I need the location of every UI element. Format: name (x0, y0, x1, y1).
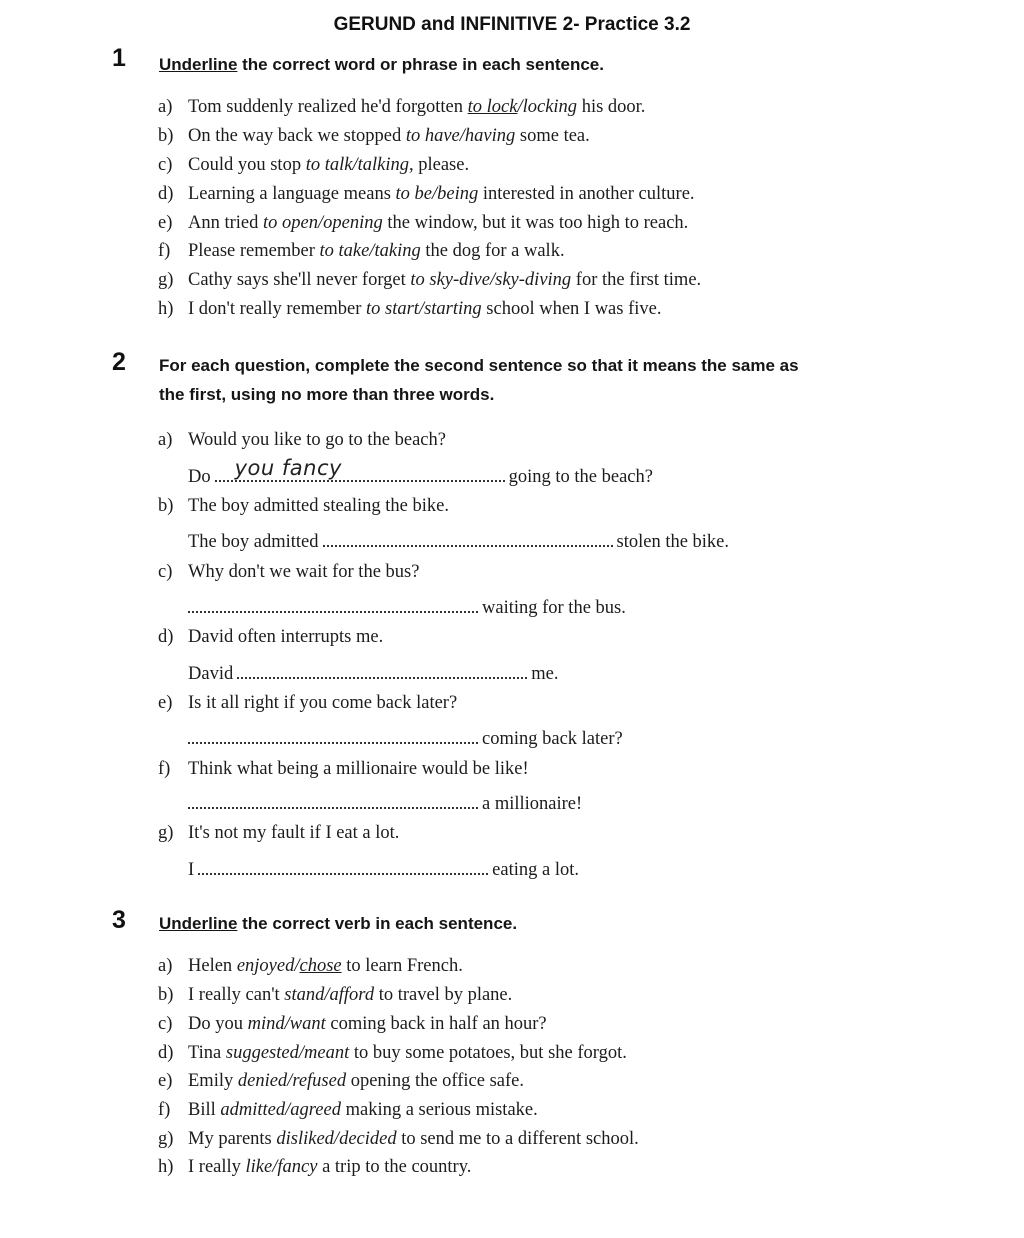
section-2-instruction: For each question, complete the second sentence so that it means the same as the first, using no more than three words. (159, 356, 799, 404)
exercise-3-item-b: b) I really can't stand/afford to travel by plane. (158, 985, 513, 1005)
exercise-1-item-g: g) Cathy says she'll never forget to sky-dive/sky-diving for the first time. (158, 270, 702, 290)
exercise-2-item-g-question: g) It's not my fault if I eat a lot. (158, 823, 400, 843)
answer-blank[interactable] (198, 853, 488, 875)
option[interactable]: to open (263, 213, 318, 233)
exercise-2-item-f-question: f) Think what being a millionaire would be like! (158, 759, 529, 779)
exercise-1-item-a: a) Tom suddenly realized he'd forgotten to lock/locking his door. (158, 97, 646, 117)
exercise-2-item-d-question: d) David often interrupts me. (158, 627, 384, 647)
option[interactable]: decided (339, 1129, 397, 1149)
section-3-instruction (159, 909, 899, 938)
option[interactable]: having (464, 126, 516, 146)
exercise-3-item-e: e) Emily denied/refused opening the office safe. (158, 1071, 525, 1091)
option[interactable]: agreed (290, 1100, 341, 1120)
instruction-text: the correct verb in each sentence. (237, 914, 518, 933)
option[interactable]: being (437, 184, 479, 204)
option[interactable]: to take (319, 241, 370, 261)
option[interactable]: opening (323, 213, 383, 233)
exercise-3-item-a: a) Helen enjoyed/chose to learn French. (158, 956, 463, 976)
section-2-number: 2 (112, 348, 126, 376)
option[interactable]: to start (365, 299, 419, 319)
exercise-1-item-e: e) Ann tried to open/opening the window, but it was too high to reach. (158, 213, 689, 233)
exercise-2-item-c-question: c) Why don't we wait for the bus? (158, 562, 420, 582)
exercise-1-item-h: h) I don't really remember to start/starting school when I was five. (158, 299, 662, 319)
exercise-1-item-d: d) Learning a language means to be/being interested in another culture. (158, 184, 695, 204)
exercise-3-item-f: f) Bill admitted/agreed making a serious mistake. (158, 1100, 538, 1120)
option[interactable]: refused (292, 1071, 347, 1091)
option[interactable]: to talk (305, 155, 353, 175)
answer-blank[interactable] (323, 525, 613, 547)
exercise-2-item-e-question: e) Is it all right if you come back later? (158, 693, 458, 713)
exercise-2-item-a-question: a) Would you like to go to the beach? (158, 430, 446, 450)
option[interactable]: disliked (276, 1129, 334, 1149)
section-1-instruction (159, 50, 899, 79)
exercise-1-item-c: c) Could you stop to talk/talking, please. (158, 155, 470, 175)
option[interactable]: stand (284, 985, 325, 1005)
exercise-3-item-h: h) I really like/fancy a trip to the country. (158, 1157, 472, 1177)
option[interactable]: want (289, 1014, 326, 1034)
exercise-2-item-b-question: b) The boy admitted stealing the bike. (158, 496, 449, 516)
option[interactable]: starting (424, 299, 482, 319)
section-1-number: 1 (112, 44, 126, 72)
exercise-3-item-d: d) Tina suggested/meant to buy some potatoes, but she forgot. (158, 1043, 627, 1063)
section-3-number: 3 (112, 906, 126, 934)
option[interactable]: to be (395, 184, 433, 204)
exercise-3-item-g: g) My parents disliked/decided to send me to a different school. (158, 1129, 639, 1149)
page-title: GERUND and INFINITIVE 2- Practice 3.2 (333, 14, 691, 35)
exercise-2-item-f-answer-line: a millionaire! (188, 787, 948, 818)
instruction-underline-word: Underline (159, 914, 238, 933)
answer-blank[interactable] (188, 591, 478, 613)
exercise-2-item-b-answer-line: The boy admitted stolen the bike. (188, 525, 948, 556)
option[interactable]: to sky-dive (410, 270, 490, 290)
option[interactable]: locking (522, 97, 578, 117)
handwritten-answer: you fancy (234, 456, 342, 480)
answer-blank[interactable] (237, 657, 527, 679)
exercise-1-item-f: f) Please remember to take/taking the dog for a walk. (158, 241, 565, 261)
option[interactable]: like (245, 1157, 273, 1177)
option[interactable]: mind (247, 1014, 285, 1034)
exercise-2-item-c-answer-line: waiting for the bus. (188, 591, 948, 622)
option[interactable]: to have (405, 126, 460, 146)
exercise-2-item-g-answer-line: I eating a lot. (188, 853, 948, 884)
exercise-2-item-a-answer-line: Do you fancy going to the beach? (188, 456, 653, 487)
option[interactable]: suggested (225, 1043, 299, 1063)
option[interactable]: sky-diving (495, 270, 572, 290)
exercise-3-item-c: c) Do you mind/want coming back in half an hour? (158, 1014, 547, 1034)
instruction-text: the correct word or phrase in each sentence. (237, 55, 604, 74)
answer-blank[interactable] (188, 787, 478, 809)
exercise-2-item-e-answer-line: coming back later? (188, 722, 948, 753)
option[interactable]: enjoyed (236, 956, 295, 976)
answer-blank[interactable] (188, 722, 478, 744)
option[interactable]: admitted (220, 1100, 286, 1120)
option[interactable]: taking (374, 241, 421, 261)
option-underlined[interactable]: chose (299, 956, 342, 976)
option[interactable]: fancy (277, 1157, 318, 1177)
option[interactable]: meant (304, 1043, 350, 1063)
exercise-2-item-d-answer-line: David me. (188, 657, 948, 688)
option-underlined[interactable]: to lock (467, 97, 518, 117)
instruction-underline-word: Underline (159, 55, 238, 74)
option[interactable]: afford (329, 985, 375, 1005)
option[interactable]: talking (357, 155, 409, 175)
option[interactable]: denied (237, 1071, 288, 1091)
exercise-1-item-b: b) On the way back we stopped to have/having some tea. (158, 126, 590, 146)
